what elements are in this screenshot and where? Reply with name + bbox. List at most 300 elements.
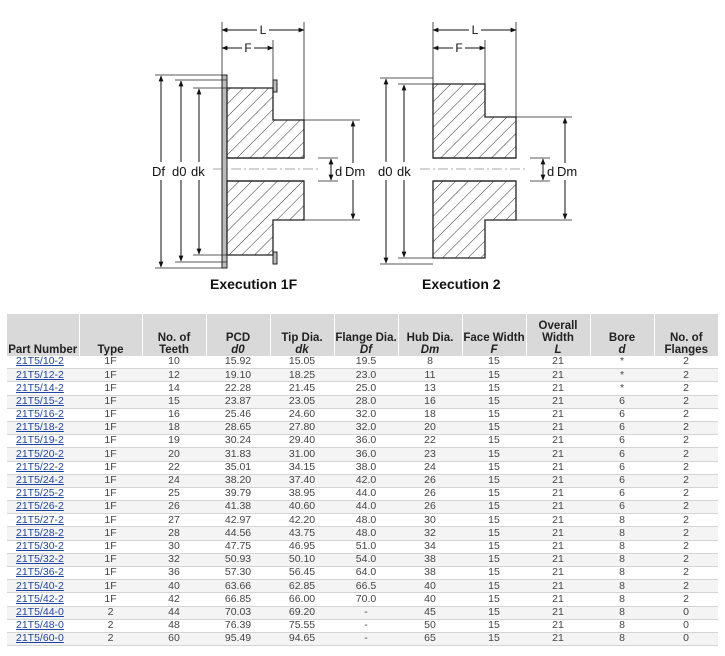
table-cell: 22 — [142, 461, 206, 474]
part-number-link[interactable]: 21T5/30-2 — [7, 540, 79, 553]
table-cell: 38 — [398, 553, 462, 566]
table-cell: 21 — [526, 395, 590, 408]
table-cell: 32.0 — [334, 408, 398, 421]
table-cell: 6 — [590, 421, 654, 434]
table-cell: 21 — [526, 593, 590, 606]
part-number-link[interactable]: 21T5/20-2 — [7, 448, 79, 461]
execution-2-drawing — [376, 22, 577, 264]
table-cell: 25.46 — [206, 408, 270, 421]
table-cell: 1F — [79, 435, 142, 448]
part-number-link[interactable]: 21T5/22-2 — [7, 461, 79, 474]
table-cell: 63.66 — [206, 580, 270, 593]
table-cell: 15 — [462, 487, 526, 500]
table-cell: 1F — [79, 580, 142, 593]
table-cell: 2 — [654, 356, 718, 369]
table-cell: 1F — [79, 474, 142, 487]
part-number-link[interactable]: 21T5/60-0 — [7, 632, 79, 645]
table-cell: 1F — [79, 527, 142, 540]
table-cell: 15 — [462, 567, 526, 580]
table-cell: 51.0 — [334, 540, 398, 553]
left-flange — [222, 75, 227, 268]
table-cell: 2 — [654, 395, 718, 408]
dim-Df-label: Df — [152, 164, 165, 179]
table-cell: 23.0 — [334, 369, 398, 382]
table-cell: 23 — [398, 448, 462, 461]
table-cell: 50.10 — [270, 553, 334, 566]
table-cell: 25 — [142, 487, 206, 500]
table-cell: 1F — [79, 593, 142, 606]
table-cell: 15 — [462, 461, 526, 474]
table-cell: 40.60 — [270, 501, 334, 514]
table-row — [7, 461, 718, 474]
table-cell: 20 — [142, 448, 206, 461]
table-cell: 2 — [654, 514, 718, 527]
table-cell: 1F — [79, 395, 142, 408]
table-cell: 60 — [142, 632, 206, 645]
table-cell: 38.95 — [270, 487, 334, 500]
table-cell: 8 — [590, 619, 654, 632]
table-cell: 2 — [654, 421, 718, 434]
table-cell: 15 — [462, 395, 526, 408]
table-cell: 42.97 — [206, 514, 270, 527]
table-cell: 8 — [590, 606, 654, 619]
table-cell: 94.65 — [270, 632, 334, 645]
table-cell: 21 — [526, 369, 590, 382]
table-cell: 8 — [590, 580, 654, 593]
table-cell: 2 — [654, 553, 718, 566]
column-header — [7, 314, 79, 356]
table-cell: 48.0 — [334, 514, 398, 527]
table-cell: 15 — [462, 540, 526, 553]
table-cell: 30.24 — [206, 435, 270, 448]
table-cell: * — [590, 356, 654, 369]
table-cell: 18.25 — [270, 369, 334, 382]
table-cell: 0 — [654, 606, 718, 619]
part-number-link[interactable]: 21T5/36-2 — [7, 567, 79, 580]
upper-hub-section — [227, 88, 304, 158]
table-row — [7, 435, 718, 448]
table-cell: 21 — [526, 435, 590, 448]
table-cell: 29.40 — [270, 435, 334, 448]
part-number-link[interactable]: 21T5/18-2 — [7, 421, 79, 434]
table-cell: 18 — [142, 421, 206, 434]
table-cell: 12 — [142, 369, 206, 382]
table-cell: 21 — [526, 540, 590, 553]
table-cell: 15 — [462, 606, 526, 619]
table-row — [7, 527, 718, 540]
table-cell: 35.01 — [206, 461, 270, 474]
part-number-link[interactable]: 21T5/10-2 — [7, 356, 79, 369]
table-cell: 39.79 — [206, 487, 270, 500]
table-row — [7, 632, 718, 645]
table-cell: 14 — [142, 382, 206, 395]
table-cell: 6 — [590, 448, 654, 461]
table-cell: 6 — [590, 395, 654, 408]
table-cell: 34 — [398, 540, 462, 553]
dim-F-label-2: F — [455, 41, 463, 55]
table-row — [7, 514, 718, 527]
table-row — [7, 487, 718, 500]
table-cell: 8 — [590, 567, 654, 580]
table-cell: 26 — [398, 474, 462, 487]
column-header-label: Tip Dia. — [281, 332, 323, 344]
table-cell: 6 — [590, 408, 654, 421]
table-cell: 15 — [462, 553, 526, 566]
table-cell: 25.0 — [334, 382, 398, 395]
table-cell: 21 — [526, 356, 590, 369]
table-cell: 15 — [462, 501, 526, 514]
part-number-link[interactable]: 21T5/28-2 — [7, 527, 79, 540]
table-cell: 2 — [654, 474, 718, 487]
table-cell: 1F — [79, 369, 142, 382]
table-cell: 27.80 — [270, 421, 334, 434]
column-header — [206, 314, 270, 356]
table-cell: 1F — [79, 487, 142, 500]
table-cell: 2 — [654, 487, 718, 500]
column-header-label: Flange Dia. — [335, 332, 397, 344]
column-header-symbol: dk — [295, 344, 309, 356]
table-header-row — [7, 314, 718, 356]
table-cell: 57.30 — [206, 567, 270, 580]
upper-hub-section-2 — [433, 84, 516, 158]
table-cell: 2 — [654, 461, 718, 474]
table-cell: 1F — [79, 448, 142, 461]
table-cell: 21 — [526, 619, 590, 632]
table-cell: 21 — [526, 501, 590, 514]
table-cell: 65 — [398, 632, 462, 645]
table-cell: 95.49 — [206, 632, 270, 645]
table-cell: 44.56 — [206, 527, 270, 540]
table-cell: 8 — [590, 632, 654, 645]
table-cell: 45 — [398, 606, 462, 619]
column-header — [398, 314, 462, 356]
table-cell: 66.00 — [270, 593, 334, 606]
table-cell: 21 — [526, 527, 590, 540]
table-cell: 28.0 — [334, 395, 398, 408]
table-row — [7, 356, 718, 369]
table-cell: 21 — [526, 567, 590, 580]
dim-dk-label-2: dk — [397, 164, 411, 179]
table-cell: 15 — [462, 527, 526, 540]
column-header-label: PCD — [225, 332, 251, 344]
table-cell: 8 — [590, 593, 654, 606]
table-cell: 15 — [462, 448, 526, 461]
table-cell: 21 — [526, 580, 590, 593]
column-header-label: Face Width — [463, 332, 525, 344]
table-cell: 1F — [79, 501, 142, 514]
table-cell: 21 — [526, 461, 590, 474]
pulley-drawings — [0, 0, 725, 305]
table-cell: 32 — [142, 553, 206, 566]
table-cell: 16 — [398, 395, 462, 408]
part-number-link[interactable]: 21T5/14-2 — [7, 382, 79, 395]
table-cell: 15 — [462, 356, 526, 369]
table-cell: 36.0 — [334, 448, 398, 461]
execution-1f-drawing — [150, 22, 365, 268]
part-number-link[interactable]: 21T5/40-2 — [7, 580, 79, 593]
table-cell: 22.28 — [206, 382, 270, 395]
table-row — [7, 448, 718, 461]
table-cell: 38 — [398, 567, 462, 580]
dim-L-label: L — [259, 23, 267, 37]
table-cell: 6 — [590, 501, 654, 514]
dim-d-label-2: d — [547, 164, 555, 179]
table-cell: 15 — [462, 435, 526, 448]
table-cell: 62.85 — [270, 580, 334, 593]
table-cell: 2 — [79, 606, 142, 619]
table-cell: 22 — [398, 435, 462, 448]
table-cell: 2 — [654, 369, 718, 382]
part-number-link[interactable]: 21T5/44-0 — [7, 606, 79, 619]
table-row — [7, 593, 718, 606]
table-cell: 2 — [654, 593, 718, 606]
dim-L-label-2: L — [471, 23, 479, 37]
table-cell: 19.10 — [206, 369, 270, 382]
table-cell: 1F — [79, 356, 142, 369]
column-header-label: Bore — [608, 332, 636, 344]
part-number-link[interactable]: 21T5/12-2 — [7, 369, 79, 382]
table-cell: 11 — [398, 369, 462, 382]
table-cell: 75.55 — [270, 619, 334, 632]
column-header — [590, 314, 654, 356]
column-header-label: Type — [97, 344, 124, 356]
table-cell: 1F — [79, 408, 142, 421]
table-cell: 76.39 — [206, 619, 270, 632]
part-number-link[interactable]: 21T5/19-2 — [7, 435, 79, 448]
table-cell: 15 — [142, 395, 206, 408]
table-cell: 1F — [79, 514, 142, 527]
table-cell: 8 — [398, 356, 462, 369]
table-cell: 6 — [590, 435, 654, 448]
dim-Dm-label: Dm — [345, 164, 366, 179]
table-cell: 26 — [398, 487, 462, 500]
column-header-symbol: Dm — [420, 344, 440, 356]
table-row — [7, 619, 718, 632]
table-cell: 66.5 — [334, 580, 398, 593]
table-cell: 21 — [526, 421, 590, 434]
table-cell: 21 — [526, 408, 590, 421]
table-cell: 1F — [79, 382, 142, 395]
table-row — [7, 580, 718, 593]
table-cell: 15 — [462, 619, 526, 632]
table-row — [7, 408, 718, 421]
table-cell: 2 — [654, 527, 718, 540]
table-cell: 0 — [654, 632, 718, 645]
table-cell: 2 — [79, 619, 142, 632]
table-cell: 21 — [526, 382, 590, 395]
table-cell: 43.75 — [270, 527, 334, 540]
table-row — [7, 606, 718, 619]
table-cell: 15.92 — [206, 356, 270, 369]
dim-d0-label-2: d0 — [378, 164, 393, 179]
column-header — [654, 314, 718, 356]
table-cell: 70.03 — [206, 606, 270, 619]
part-number-link[interactable]: 21T5/24-2 — [7, 474, 79, 487]
table-cell: 48.0 — [334, 527, 398, 540]
table-cell: 1F — [79, 540, 142, 553]
table-cell: 19 — [142, 435, 206, 448]
table-cell: 27 — [142, 514, 206, 527]
column-header — [334, 314, 398, 356]
column-header-symbol: F — [490, 344, 498, 356]
table-cell: 28.65 — [206, 421, 270, 434]
part-number-link[interactable]: 21T5/15-2 — [7, 395, 79, 408]
table-cell: 15 — [462, 474, 526, 487]
table-cell: 34.15 — [270, 461, 334, 474]
table-cell: 2 — [654, 580, 718, 593]
table-cell: 30 — [398, 514, 462, 527]
table-cell: - — [334, 619, 398, 632]
table-cell: 40 — [142, 580, 206, 593]
table-cell: 19.5 — [334, 356, 398, 369]
table-cell: 44 — [142, 606, 206, 619]
table-cell: 44.0 — [334, 501, 398, 514]
table-cell: 56.45 — [270, 567, 334, 580]
table-cell: 64.0 — [334, 567, 398, 580]
column-header-label: No. of Teeth — [157, 332, 191, 356]
column-header-symbol: d0 — [231, 344, 245, 356]
lower-hub-section — [227, 181, 304, 255]
table-row — [7, 369, 718, 382]
part-number-link[interactable]: 21T5/16-2 — [7, 408, 79, 421]
column-header — [270, 314, 334, 356]
table-cell: 15 — [462, 632, 526, 645]
table-cell: 46.95 — [270, 540, 334, 553]
table-cell: 15 — [462, 408, 526, 421]
table-cell: 2 — [654, 540, 718, 553]
table-cell: 32 — [398, 527, 462, 540]
table-cell: 54.0 — [334, 553, 398, 566]
table-row — [7, 474, 718, 487]
lower-hub-section-2 — [433, 181, 516, 258]
column-header-label: No. of Flanges — [664, 332, 708, 356]
table-cell: 1F — [79, 421, 142, 434]
part-number-link[interactable]: 21T5/48-0 — [7, 619, 79, 632]
table-cell: 8 — [590, 540, 654, 553]
table-cell: 15 — [462, 514, 526, 527]
column-header — [462, 314, 526, 356]
table-cell: 21 — [526, 632, 590, 645]
table-cell: 50.93 — [206, 553, 270, 566]
execution-1f-caption: Execution 1F — [210, 276, 298, 292]
table-cell: 6 — [590, 474, 654, 487]
table-cell: - — [334, 632, 398, 645]
table-cell: 15 — [462, 421, 526, 434]
table-cell: 8 — [590, 527, 654, 540]
table-cell: 24 — [398, 461, 462, 474]
table-cell: 50 — [398, 619, 462, 632]
table-cell: 8 — [590, 514, 654, 527]
table-row — [7, 553, 718, 566]
table-cell: 23.87 — [206, 395, 270, 408]
table-cell: 1F — [79, 553, 142, 566]
table-cell: 26 — [142, 501, 206, 514]
table-cell: 31.00 — [270, 448, 334, 461]
table-cell: 30 — [142, 540, 206, 553]
table-cell: 21.45 — [270, 382, 334, 395]
table-cell: 31.83 — [206, 448, 270, 461]
table-row — [7, 421, 718, 434]
table-cell: 1F — [79, 567, 142, 580]
table-cell: 42.20 — [270, 514, 334, 527]
part-number-link[interactable]: 21T5/26-2 — [7, 501, 79, 514]
column-header-label: Overall Width — [538, 320, 578, 344]
table-cell: 15 — [462, 593, 526, 606]
table-cell: 21 — [526, 487, 590, 500]
dim-dk-label: dk — [191, 164, 205, 179]
part-number-link[interactable]: 21T5/32-2 — [7, 553, 79, 566]
table-cell: 42.0 — [334, 474, 398, 487]
column-header-label: Part Number — [8, 344, 78, 356]
table-cell: 21 — [526, 553, 590, 566]
table-row — [7, 540, 718, 553]
column-header-label: Hub Dia. — [406, 332, 454, 344]
table-cell: 10 — [142, 356, 206, 369]
column-header-symbol: d — [618, 344, 626, 356]
table-cell: 13 — [398, 382, 462, 395]
table-cell: 16 — [142, 408, 206, 421]
table-row — [7, 395, 718, 408]
dim-d0-label: d0 — [172, 164, 187, 179]
table-cell: 2 — [654, 448, 718, 461]
table-row — [7, 501, 718, 514]
table-cell: 44.0 — [334, 487, 398, 500]
column-header — [79, 314, 142, 356]
table-cell: 15 — [462, 369, 526, 382]
table-cell: 48 — [142, 619, 206, 632]
table-cell: 40 — [398, 580, 462, 593]
table-cell: 8 — [590, 553, 654, 566]
table-cell: 2 — [654, 567, 718, 580]
column-header — [142, 314, 206, 356]
table-cell: 24.60 — [270, 408, 334, 421]
table-cell: 15 — [462, 382, 526, 395]
part-number-link[interactable]: 21T5/25-2 — [7, 487, 79, 500]
table-cell: * — [590, 382, 654, 395]
table-cell: 36 — [142, 567, 206, 580]
table-cell: 47.75 — [206, 540, 270, 553]
dim-Dm-label-2: Dm — [557, 164, 578, 179]
table-cell: 37.40 — [270, 474, 334, 487]
table-cell: 38.0 — [334, 461, 398, 474]
table-cell: 0 — [654, 619, 718, 632]
part-number-link[interactable]: 21T5/27-2 — [7, 514, 79, 527]
table-cell: 26 — [398, 501, 462, 514]
column-header — [526, 314, 590, 356]
dim-d-label: d — [335, 164, 343, 179]
table-cell: 1F — [79, 461, 142, 474]
table-cell: 70.0 — [334, 593, 398, 606]
table-row — [7, 567, 718, 580]
table-cell: 66.85 — [206, 593, 270, 606]
column-header-symbol: Df — [359, 344, 373, 356]
table-cell: 2 — [654, 435, 718, 448]
table-cell: 21 — [526, 448, 590, 461]
table-cell: 18 — [398, 408, 462, 421]
table-cell: 38.20 — [206, 474, 270, 487]
table-cell: 21 — [526, 474, 590, 487]
table-cell: 28 — [142, 527, 206, 540]
table-cell: - — [334, 606, 398, 619]
table-cell: 6 — [590, 487, 654, 500]
table-cell: * — [590, 369, 654, 382]
table-cell: 36.0 — [334, 435, 398, 448]
table-cell: 21 — [526, 514, 590, 527]
table-cell: 15.05 — [270, 356, 334, 369]
table-cell: 2 — [654, 408, 718, 421]
table-cell: 2 — [654, 382, 718, 395]
part-number-link[interactable]: 21T5/42-2 — [7, 593, 79, 606]
